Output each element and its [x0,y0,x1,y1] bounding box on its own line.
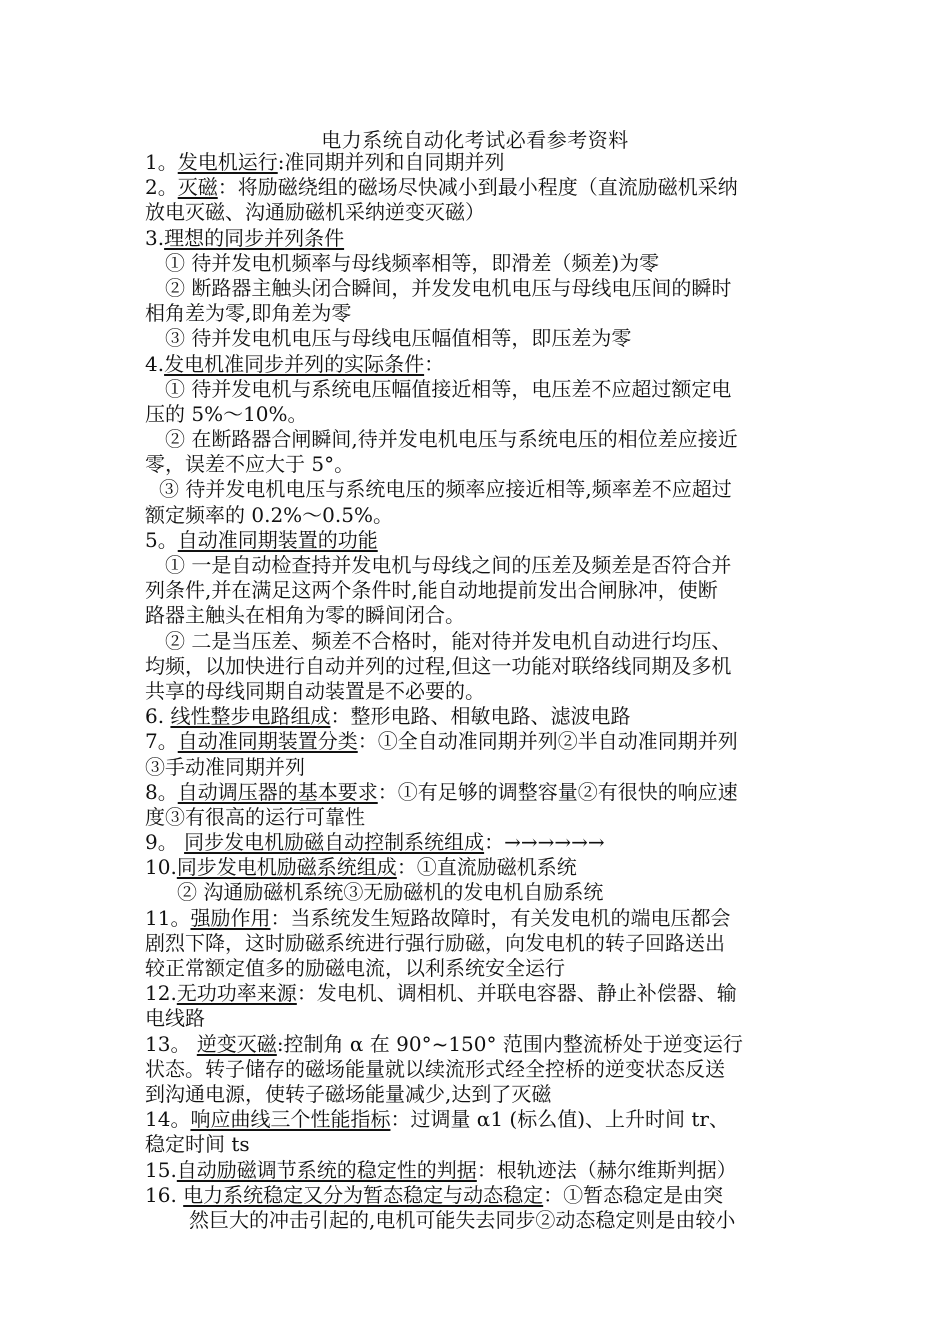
item-text: ：→→→→→→ [484,830,605,855]
item-heading: 同步发电机励磁系统组成 [176,855,397,880]
item-number: 5。 [145,527,178,552]
item-line [145,226,811,251]
item-heading: 发电机运行 [177,150,278,174]
item-heading: 自动励磁调节系统的稳定性的判据 [176,1157,477,1182]
item-number: 12. [145,981,177,1006]
item-line [145,906,811,931]
item-line [145,1183,811,1208]
item-line [145,1032,811,1057]
item-text: ：①直流励磁机系统 [396,855,577,880]
continuation-line: 度③有很高的运行可靠性 [145,804,365,829]
sub-item-line: ③ 待并发电机电压与系统电压的频率应接近相等,频率差不应超过 [159,477,732,502]
item-number: 1。 [145,150,178,174]
continuation-line: 零，误差不应大于 5°。 [145,452,355,477]
item-number: 14。 [145,1107,191,1132]
item-line [145,855,811,880]
sub-item-line: ① 待并发电机与系统电压幅值接近相等，电压差不应超过额定电 [165,376,732,401]
sub-item-line: ② 二是当压差、频差不合格时，能对待并发电机自动进行均压、 [165,628,732,653]
item-text: ：①有足够的调整容量②有很快的响应速 [377,779,738,804]
item-number: 15. [145,1157,177,1182]
item-number: 11。 [145,905,191,930]
sub-item-line: ② 沟通励磁机系统③无励磁机的发电机自励系统 [177,880,604,905]
continuation-line: 放电灭磁、沟通励磁机采纳逆变灭磁） [145,200,485,225]
item-line [145,150,811,175]
continuation-line: 到沟通电源，使转子磁场能量减少,达到了灭磁 [145,1081,552,1106]
item-number: 3. [145,225,165,250]
continuation-line: 电线路 [145,1006,205,1031]
item-number: 4. [145,351,165,376]
item-line [145,981,811,1006]
item-heading: 线性整步电路组成 [170,704,331,729]
item-number: 2。 [145,175,178,200]
item-text: ：将励磁绕组的磁场尽快减小到最小程度（直流励磁机采纳 [217,175,738,200]
continuation-line: 状态。转子储存的磁场能量就以续流形式经全控桥的逆变状态反送 [145,1056,725,1081]
continuation-line: 额定频率的 0.2%～0.5%。 [145,502,393,527]
item-text: :控制角 α 在 90°~150° 范围内整流桥处于逆变运行 [276,1031,743,1056]
item-number: 13。 [145,1031,197,1056]
item-text: ： [424,351,445,376]
item-line [145,352,811,377]
continuation-line: 稳定时间 ts [145,1132,250,1157]
sub-item-line: ① 待并发电机频率与母线频率相等，即滑差（频差)为零 [165,250,660,275]
continuation-line: 相角差为零,即角差为零 [145,301,352,326]
sub-item-line: ② 断路器主触头闭合瞬间，并发发电机电压与母线电压间的瞬时 [165,275,732,300]
item-text: ：①全自动准同期并列②半自动准同期并列 [357,729,738,754]
item-text: ：根轨迹法（赫尔维斯判据） [476,1157,737,1182]
sub-item-line: ③ 待并发电机电压与母线电压幅值相等，即压差为零 [165,326,632,351]
item-line [145,729,811,754]
item-heading: 电力系统稳定又分为暂态稳定与动态稳定 [183,1182,544,1207]
item-heading: 强励作用 [190,905,271,930]
continuation-line: 列条件,并在满足这两个条件时,能自动地提前发出合闸脉冲，使断 [145,578,718,603]
item-heading: 响应曲线三个性能指标 [190,1107,391,1132]
item-heading: 灭磁 [177,175,218,200]
item-heading: 逆变灭磁 [196,1031,277,1056]
item-text: ：①暂态稳定是由突 [543,1182,724,1207]
item-number: 7。 [145,729,178,754]
item-text: :准同期并列和自同期并列 [277,150,505,174]
item-heading: 理想的同步并列条件 [164,225,345,250]
item-number: 6. [145,704,171,729]
document-body [145,150,811,1233]
item-number: 9。 [145,830,185,855]
continuation-line: 剧烈下降，这时励磁系统进行强行励磁，向发电机的转子回路送出 [145,930,725,955]
item-line [145,1158,811,1183]
sub-item-line: ① 一是自动检查持并发电机与母线之间的压差及频差是否符合并 [165,553,732,577]
continuation-line: 然巨大的冲击引起的,电机可能失去同步②动态稳定则是由较小 [189,1207,736,1232]
item-heading: 自动调压器的基本要求 [177,779,378,804]
item-number: 8。 [145,779,178,804]
item-heading: 无功功率来源 [176,981,297,1006]
item-line [145,528,811,553]
item-number: 10. [145,855,177,880]
sub-item-line: ② 在断路器合闸瞬间,待并发电机电压与系统电压的相位差应接近 [165,427,738,452]
item-line [145,1107,811,1132]
item-line [145,780,811,805]
continuation-line: 共享的母线同期自动装置是不必要的。 [145,678,485,703]
continuation-line: 压的 5%～10%。 [145,401,308,426]
item-text: ：发电机、调相机、并联电容器、静止补偿器、输 [296,981,737,1006]
continuation-line: 路器主触头在相角为零的瞬间闭合。 [145,603,465,628]
item-heading: 自动准同期装置的功能 [177,527,378,552]
item-text: ：整形电路、相敏电路、滤波电路 [330,704,631,729]
item-heading: 发电机准同步并列的实际条件 [164,351,425,376]
item-line [145,830,811,855]
item-line [145,175,811,200]
item-heading: 自动准同期装置分类 [177,729,358,754]
page-title: 电力系统自动化考试必看参考资料 [321,128,629,152]
item-text: ：当系统发生短路故障时，有关发电机的端电压都会 [270,905,731,930]
item-line [145,704,811,729]
item-heading: 同步发电机励磁自动控制系统组成 [184,830,485,855]
item-number: 16. [145,1182,184,1207]
item-text: ：过调量 α1 (标么值)、上升时间 tr、 [390,1107,729,1132]
continuation-line: ③手动准同期并列 [145,754,305,779]
continuation-line: 较正常额定值多的励磁电流，以利系统安全运行 [145,956,565,980]
continuation-line: 均频，以加快进行自动并列的过程,但这一功能对联络线同期及多机 [145,653,732,678]
